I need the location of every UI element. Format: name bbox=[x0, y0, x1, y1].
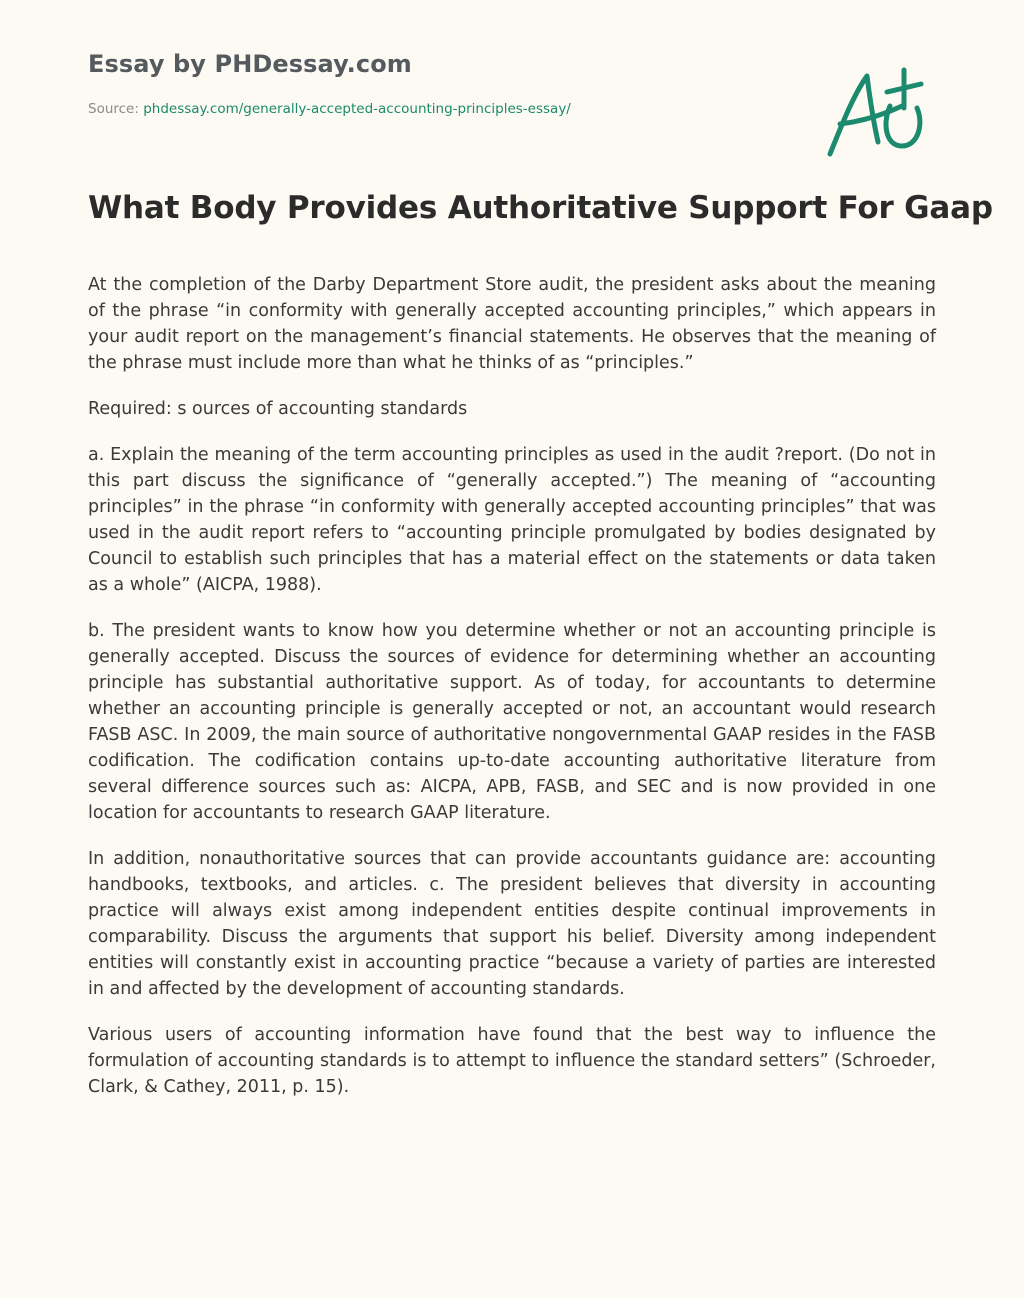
essay-paragraph: b. The president wants to know how you determine whether or not an accounting principle is generally accepted. Discuss the sources of evidence for determining whether an accounting principle has substantial authoritative support. As of today, for accountants to determine whether an accounting principle is generally accepted or not, an accountant would research FASB ASC. In 2009, the main source of authoritative nongovernmental GAAP resides in the FASB codification. The codification contains up-to-date accounting authoritative literature from several difference sources such as: AICPA, APB, FASB, and SEC and is now provided in one location for accountants to research GAAP literature. bbox=[88, 621, 936, 823]
essay-body bbox=[88, 272, 936, 1120]
essay-paragraph: In addition, nonauthoritative sources that can provide accountants guidance are: accounting handbooks, textbooks, and articles. c. The president believes that diversity in accounting practice will always exist among independent entities despite continual improvements in comparability. Discuss the arguments that support his belief. Diversity among independent entities will constantly exist in accounting practice “because a variety of parties are interested in and affected by the development of accounting standards. bbox=[88, 849, 936, 999]
source-label: Source: bbox=[88, 101, 139, 117]
a-plus-logo-icon bbox=[820, 62, 930, 162]
essay-paragraph: At the completion of the Darby Department Store audit, the president asks about the meaning of the phrase “in conformity with generally accepted accounting principles,” which appears in your audit report on the management’s financial statements. He observes that the meaning of the phrase must include more than what he thinks of as “principles.” bbox=[88, 275, 936, 373]
essay-title: What Body Provides Authoritative Support For Gaap bbox=[88, 190, 993, 226]
essay-paragraph: Various users of accounting information have found that the best way to influence the formulation of accounting standards is to attempt to influence the standard setters” (Schroeder, Clark, & Cathey, 2011, p. 15). bbox=[88, 1025, 936, 1097]
essay-paragraph: a. Explain the meaning of the term accounting principles as used in the audit ?report. (Do not in this part discuss the significance of “generally accepted.”) The meaning of “accounting principles” in the phrase “in conformity with generally accepted accounting principles” that was used in the audit report refers to “accounting principle promulgated by bodies designated by Council to establish such principles that has a material effect on the statements or data taken as a whole” (AICPA, 1988). bbox=[88, 445, 936, 595]
source-link[interactable]: phdessay.com/generally-accepted-accounting-principles-essay/ bbox=[143, 101, 571, 117]
source-line bbox=[88, 101, 571, 117]
site-title: Essay by PHDessay.com bbox=[88, 50, 412, 78]
essay-paragraph: Required: s ources of accounting standards bbox=[88, 399, 468, 419]
